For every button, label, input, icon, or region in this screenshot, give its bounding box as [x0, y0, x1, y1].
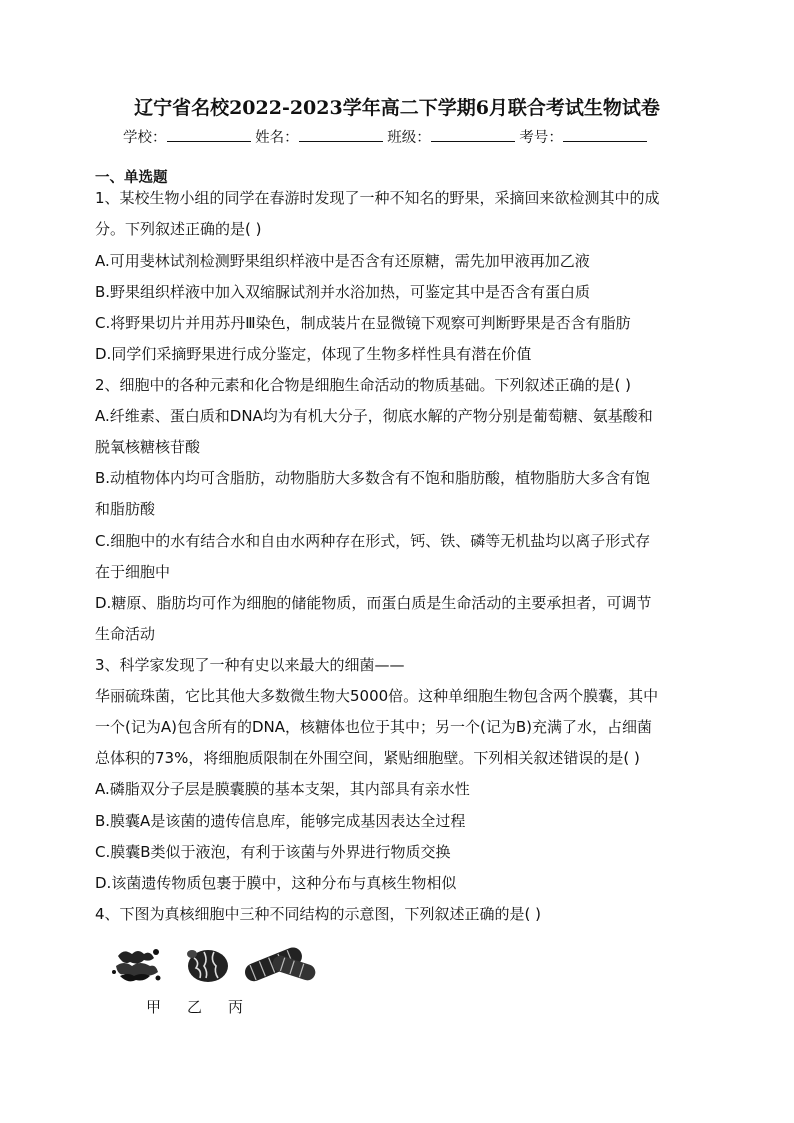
q3-stem-line2: 华丽硫珠菌，它比其他大多数微生物大5000倍。这种单细胞生物包含两个膜囊，其中 — [95, 687, 659, 705]
q3-option-a[interactable]: A.磷脂双分子层是膜囊膜的基本支架，其内部具有亲水性 — [95, 780, 470, 798]
q1-option-c[interactable]: C.将野果切片并用苏丹Ⅲ染色，制成装片在显微镜下观察可判断野果是否含有脂肪 — [95, 314, 631, 332]
q2-option-d-line1[interactable]: D.糖原、脂肪均可作为细胞的储能物质，而蛋白质是生命活动的主要承担者，可调节 — [95, 594, 652, 612]
q2-option-a-line2[interactable]: 脱氧核糖核苷酸 — [95, 438, 201, 456]
name-blank[interactable] — [299, 127, 383, 142]
figure-label-yi: 乙 — [187, 998, 203, 1016]
q2-option-c-line1[interactable]: C.细胞中的水有结合水和自由水两种存在形式，钙、铁、磷等无机盐均以离子形式存 — [95, 532, 651, 550]
organelle-figure — [112, 942, 322, 986]
structure-bing-image — [242, 945, 317, 984]
q3-option-c[interactable]: C.膜囊B类似于液泡，有利于该菌与外界进行物质交换 — [95, 843, 451, 861]
q2-option-c-line2[interactable]: 在于细胞中 — [95, 563, 171, 581]
q2-stem: 2、细胞中的各种元素和化合物是细胞生命活动的物质基础。下列叙述正确的是( ) — [95, 376, 632, 394]
q2-option-b-line1[interactable]: B.动植物体内均可含脂肪，动物脂肪大多数含有不饱和脂肪酸，植物脂肪大多含有饱 — [95, 469, 651, 487]
class-blank[interactable] — [431, 127, 515, 142]
q4-stem: 4、下图为真核细胞中三种不同结构的示意图，下列叙述正确的是( ) — [95, 905, 542, 923]
q3-option-d[interactable]: D.该菌遗传物质包裹于膜中，这种分布与真核生物相似 — [95, 874, 457, 892]
q2-option-d-line2[interactable]: 生命活动 — [95, 625, 156, 643]
q1-stem-line2: 分。下列叙述正确的是( ) — [95, 220, 262, 238]
q1-option-d[interactable]: D.同学们采摘野果进行成分鉴定，体现了生物多样性具有潜在价值 — [95, 345, 532, 363]
name-label: 姓名： — [255, 130, 299, 146]
q1-stem-line1: 1、某校生物小组的同学在春游时发现了一种不知名的野果，采摘回来欲检测其中的成 — [95, 189, 660, 207]
class-label: 班级： — [387, 130, 431, 146]
school-label: 学校： — [123, 130, 167, 146]
q3-option-b[interactable]: B.膜囊A是该菌的遗传信息库，能够完成基因表达全过程 — [95, 812, 466, 830]
structure-yi-image — [187, 950, 228, 982]
figure-label-bing: 丙 — [228, 998, 244, 1016]
q3-stem-line1: 3、科学家发现了一种有史以来最大的细菌—— — [95, 656, 405, 674]
student-info-row — [123, 126, 647, 147]
q1-option-b[interactable]: B.野果组织样液中加入双缩脲试剂并水浴加热，可鉴定其中是否含有蛋白质 — [95, 283, 591, 301]
q3-stem-line4: 总体积的73%，将细胞质限制在外围空间，紧贴细胞壁。下列相关叙述错误的是( ) — [95, 749, 640, 767]
figure-label-jia: 甲 — [146, 998, 162, 1016]
q2-option-b-line2[interactable]: 和脂肪酸 — [95, 500, 156, 518]
number-label: 考号： — [519, 130, 563, 146]
exam-title: 辽宁省名校2022-2023学年高二下学期6月联合考试生物试卷 — [134, 97, 660, 119]
school-blank[interactable] — [167, 127, 251, 142]
number-blank[interactable] — [563, 127, 647, 142]
q3-stem-line3: 一个(记为A)包含所有的DNA，核糖体也位于其中；另一个(记为B)充满了水，占细菌 — [95, 718, 652, 736]
structure-jia-image — [112, 949, 161, 981]
q1-option-a[interactable]: A.可用斐林试剂检测野果组织样液中是否含有还原糖，需先加甲液再加乙液 — [95, 252, 590, 270]
q2-option-a-line1[interactable]: A.纤维素、蛋白质和DNA均为有机大分子，彻底水解的产物分别是葡萄糖、氨基酸和 — [95, 407, 653, 425]
section-title: 一、单选题 — [95, 170, 168, 186]
